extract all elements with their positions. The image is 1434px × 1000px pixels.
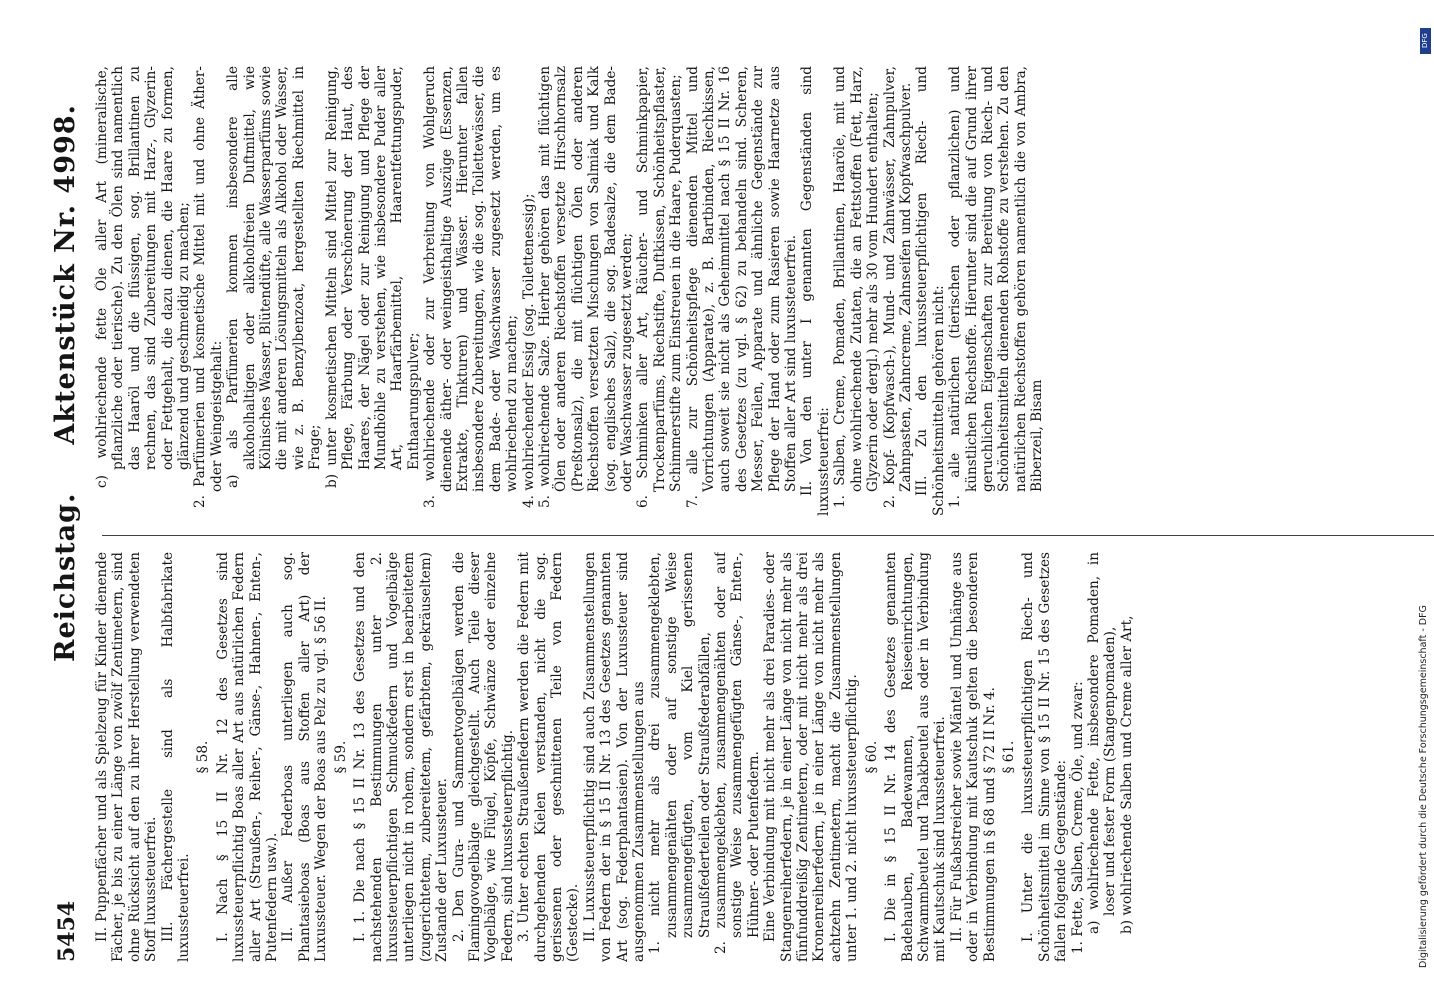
dfg-logo-badge: DFG	[1420, 28, 1431, 54]
page-number: 5454	[54, 900, 80, 962]
list-item: 2. Kopf- (Kopfwasch-), Mund- und Zahnwässer, Zahnpulver, Zahnpasten, Zahncreme, Zahnseifen und Kopfwaschpulver.	[881, 66, 914, 508]
paragraph: II. Puppenfächer und als Spielzeug für Kinder dienende Fächer, je bis zu einer Länge von zwölf Zentimetern, sind ohne Rücksicht auf den zu ihrer Herstellung verwendeten Stoff luxussteuerfrei.	[94, 552, 160, 962]
header-right-title: Aktenstück Nr. 4998.	[50, 104, 81, 445]
list-item: 7. alle zur Schönheitspflege dienenden Mittel und Vorrichtungen (Apparate), z. B. Bartbinden, Riechkissen, auch soweit sie nicht als Geheimmittel nach § 15 II Nr. 16 des Gesetzes (zu vgl. § 62) zu behandeln sind. Scheren, Messer, Feilen, Apparate und ähnliche Gegenstände zur Pflege der Hand oder zum Rasieren sowie Haarnetze aus Stoffen aller Art sind luxussteuerfrei.	[684, 66, 800, 508]
section-heading: § 58.	[195, 740, 212, 774]
paragraph: 3. Unter echten Straußenfedern werden die Federn mit durchgehenden Kielen verstanden, nicht die sog. gerissenen oder geschnittenen Teile von Federn (Gestecke).	[516, 552, 582, 962]
paragraph: II. Von den unter I genannten Gegenständen sind luxussteuerfrei:	[799, 66, 832, 516]
right-column	[94, 66, 1434, 516]
section-heading: § 61.	[1000, 740, 1017, 774]
list-item: 4. wohlriechender Essig (sog. Toilettenessig);	[520, 193, 537, 508]
list-item: b) unter kosmetischen Mitteln sind Mittel zur Reinigung, Pflege, Färbung oder Verschönerung der Haut, des Haares, der Nägel oder zur Reinigung und Pflege der Mundhöhle zu verstehen, wie insbesondere Puder aller Art, Haarfärbemittel, Haarentfettungspuder, Enthaarungspulver;	[323, 66, 422, 488]
list-item: b) wohlriechende Salben und Creme aller Art,	[1118, 615, 1135, 934]
list-item: 1. Salben, Creme, Pomaden, Brillantinen, Haaröle, mit und ohne wohlriechende Zutaten, die an Fettstoffen (Fett, Harz, Glyzerin oder dergl.) mehr als 30 vom Hundert enthalten;	[832, 66, 882, 508]
list-item: 6. Schminken aller Art, Räucher- und Schminkpapier, Trockenparfüms, Riechstifte, Duftkissen, Schönheitspflaster, Schimmerstifte zum Einstreuen in die Haare, Puderquasten;	[635, 66, 685, 508]
list-item: 1. nicht mehr als drei zusammengeklebten, zusammengenähten oder auf sonstige Weise zusammengefügten, vom Kiel gerissenen Straußfederteilen oder Straußfederabfällen,	[647, 552, 713, 954]
paragraph: III. Zu den luxussteuerpflichtigen Riech- und Schönheitsmitteln gehören nicht:	[914, 66, 947, 516]
list-item: 5. wohlriechende Salze. Hierher gehören das mit flüchtigen Ölen oder anderen Riechstoffen versetzte Hirschhornsalz (Preßtonsalz), die mit flüchtigen Ölen oder anderen Riechstoffen versetzten Mischungen von Salmiak und Kalk (sog. englisches Salz), die sog. Badesalze, die dem Bade- oder Waschwasser zugesetzt werden;	[536, 66, 635, 508]
page-header	[50, 12, 90, 962]
list-item: c) wohlriechende fette Öle aller Art (mineralische, pflanzliche oder tierische). Zu den Ölen sind namentlich das Haaröl und die flüssigen, sog. Brillantinen zu rechnen, das sind Zubereitungen mit Harz-, Glyzerin- oder Fettgehalt, die dazu dienen, die Haare zu formen, glänzend und geschmeidig zu machen;	[94, 66, 193, 488]
list-item: a) als Parfümerien kommen insbesondere alle alkoholhaltigen oder alkoholfreien Duftmittel, wie Kölnisches Wasser, Blütendüfte, alle Wasserparfüms sowie die mit anderen Lösungsmitteln als Alkohol oder Wasser, wie z. B. Benzylbenzoat, hergestellten Riechmittel in Frage;	[225, 66, 324, 488]
left-column	[94, 552, 1434, 962]
section-heading: § 60.	[863, 740, 880, 774]
digitization-note	[1418, 28, 1432, 998]
section-heading: § 59.	[332, 740, 349, 774]
paragraph: I. 1. Die nach § 15 II Nr. 13 des Gesetzes und den nachstehenden Bestimmungen unter 2. luxussteuerpflichtigen Schmuckfedern und Vogelbälge unterliegen nicht in rohem, sondern erst in bearbeitetem (zugerichtetem, zubereitetem, gefärbtem, gekräuseltem) Zustande der Luxussteuer.	[352, 552, 451, 962]
list-item: 1. alle natürlichen (tierischen oder pflanzlichen) und künstlichen Riechstoffe. Hierunter sind die auf Grund ihrer geruchlichen Eigenschaften zur Bereitung von Riech- und Schönheitsmitteln dienenden Rohstoffe zu verstehen. Zu den natürlichen Riechstoffen gehören namentlich die von Ambra, Biberzeil, Bisam	[947, 66, 1046, 508]
header-left-title: Reichstag.	[50, 492, 81, 662]
paragraph: I. Die in § 15 II Nr. 14 des Gesetzes genannten Badehauben, Badewannen, Reiseeinrichtungen, Schwammbeutel und Tabakbeutel aus oder in Verbindung mit Kautschuk sind luxussteuerfrei.	[883, 552, 949, 962]
list-item: a) wohlriechende Fette, insbesondere Pomaden, in loser und fester Form (Stangenpomaden),	[1085, 552, 1119, 934]
paragraph: II. Luxussteuerpflichtig sind auch Zusammenstellungen von Federn der in § 15 II Nr. 13 des Gesetzes genannten Art (sog. Federphantasien). Von der Luxussteuer sind ausgenommen Zusammenstellungen aus	[581, 552, 647, 962]
paragraph: III. Fächergestelle sind als Halbfabrikate luxussteuerfrei.	[159, 552, 193, 962]
list-item: 1. Fette, Salben, Creme, Öle, und zwar:	[1069, 681, 1086, 954]
paragraph: I. Nach § 15 II Nr. 12 des Gesetzes sind luxussteuerpflichtig Boas aller Art aus natürlichen Federn aller Art (Straußen-, Reiher-, Gänse-, Hahnen-, Enten-, Putenfedern usw.).	[214, 552, 281, 962]
column-divider	[102, 535, 1434, 536]
list-item: 2. zusammengeklebten, zusammengenähten oder auf sonstige Weise zusammengefügten Gänse-, Enten-, Hühner- oder Putenfedern.	[713, 552, 762, 954]
paragraph: Eine Verbindung mit nicht mehr als drei Paradies- oder Stangenreiherfedern, je in einer Länge von nicht mehr als fünfunddreißig Zentimetern, oder mit nicht mehr als drei Kronenreiherfedern, je in einer Länge von nicht mehr als achtzehn Zentimetern, macht die Zusammenstellungen unter 1. und 2. nicht luxussteuerpflichtig.	[762, 552, 861, 962]
digitization-note-text: Digitalisierung gefördert durch die Deutsche Forschungsgemeinschaft - DFG	[1418, 605, 1429, 968]
paragraph: I. Unter die luxussteuerpflichtigen Riech- und Schönheitsmittel im Sinne von § 15 II Nr. 15 des Gesetzes fallen folgende Gegenstände:	[1020, 552, 1070, 962]
paragraph: II. Für Fußabstreicher sowie Mäntel und Umhänge aus oder in Verbindung mit Kautschuk gelten die besonderen Bestimmungen in § 68 und § 72 II Nr. 4.	[948, 552, 998, 962]
paragraph: II. Außer Federboas unterliegen auch sog. Phantasieboas (Boas aus Stoffen aller Art) der Luxussteuer. Wegen der Boas aus Pelz zu vgl. § 56 II.	[280, 552, 330, 962]
scanned-page	[50, 12, 1434, 962]
list-item: 2. Parfümerien und kosmetische Mittel mit und ohne Äther- oder Weingeistgehalt:	[192, 66, 225, 508]
list-item: 3. wohlriechende oder zur Verbreitung von Wohlgeruch dienende äther- oder weingeisthaltige Auszüge (Essenzen, Extrakte, Tinkturen) und Wässer. Hierunter fallen insbesondere Zubereitungen, wie die sog. Toilettewässer, die dem Bade- oder Waschwasser zugesetzt werden, um es wohlriechend zu machen;	[422, 66, 521, 508]
paragraph: 2. Den Gura- und Sammetvogelbälgen werden die Flamingovogelbälge gleichgestellt. Auch Teile dieser Vogelbälge, wie Flügel, Köpfe, Schwänze oder einzelne Federn, sind luxussteuerpflichtig.	[450, 552, 516, 962]
